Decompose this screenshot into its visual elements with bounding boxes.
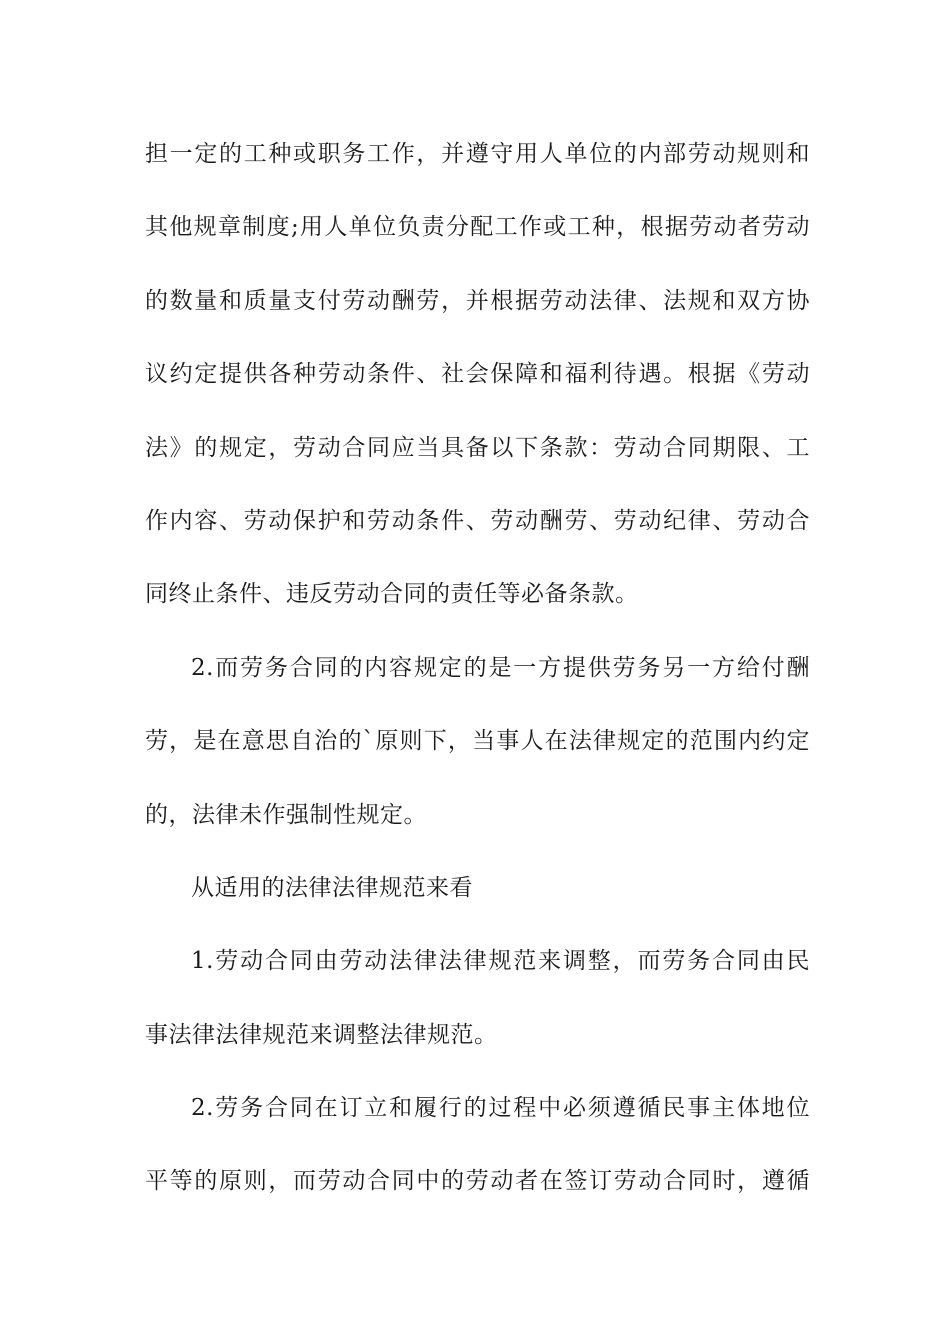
text-line: 事法律法律规范来调整法律规范。 [145, 1021, 498, 1048]
body-text [145, 130, 810, 1231]
text-line: 作内容、劳动保护和劳动条件、劳动酬劳、劳动纪律、劳动合 [145, 507, 810, 534]
text-line: 其他规章制度;用人单位负责分配工作或工种，根据劳动者劳动 [145, 214, 810, 241]
text-line: 1.劳动合同由劳动法律法律规范来调整，而劳务合同由民 [191, 948, 810, 975]
text-line: 2.劳务合同在订立和履行的过程中必须遵循民事主体地位 [191, 1095, 810, 1122]
text-line: 2.而劳务合同的内容规定的是一方提供劳务另一方给付酬 [191, 654, 810, 681]
section-heading: 从适用的法律法律规范来看 [191, 874, 473, 901]
text-line: 同终止条件、违反劳动合同的责任等必备条款。 [145, 581, 639, 608]
text-line: 劳，是在意思自治的`原则下，当事人在法律规定的范围内约定 [145, 728, 810, 755]
text-line: 平等的原则，而劳动合同中的劳动者在签订劳动合同时，遵循 [145, 1168, 810, 1195]
text-line: 议约定提供各种劳动条件、社会保障和福利待遇。根据《劳动 [145, 361, 810, 388]
text-line: 的，法律未作强制性规定。 [145, 801, 427, 828]
text-line: 法》的规定，劳动合同应当具备以下条款：劳动合同期限、工 [145, 434, 810, 461]
text-line: 的数量和质量支付劳动酬劳，并根据劳动法律、法规和双方协 [145, 287, 810, 314]
text-line: 担一定的工种或职务工作，并遵守用人单位的内部劳动规则和 [145, 141, 810, 167]
